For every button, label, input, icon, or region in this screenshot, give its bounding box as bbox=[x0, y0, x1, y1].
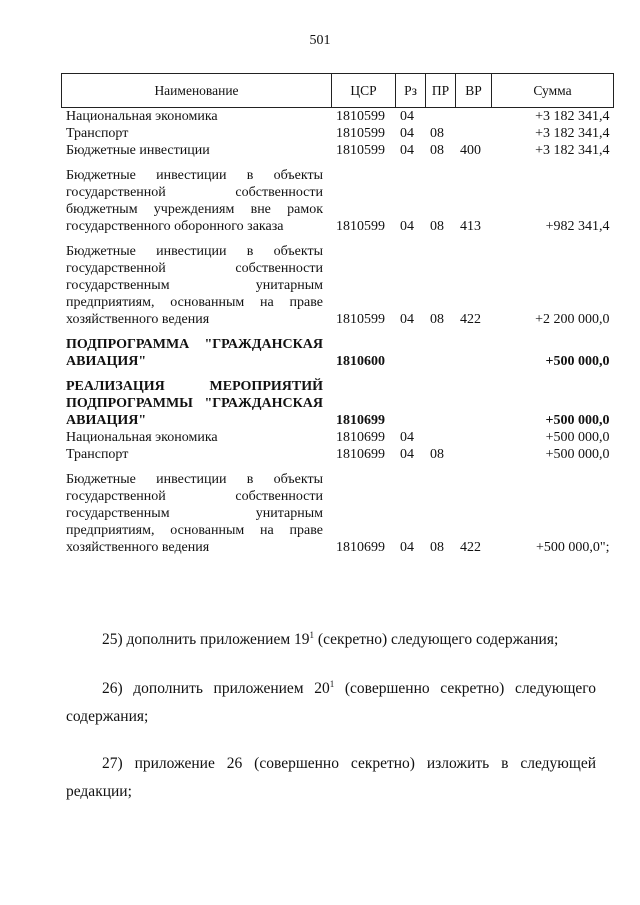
cell-csr: 1810599 bbox=[336, 312, 385, 327]
paragraph-25-text: 25) дополнить приложением 19 bbox=[102, 631, 310, 648]
cell-pr: 08 bbox=[430, 143, 444, 158]
table-row bbox=[62, 370, 614, 429]
cell-rz bbox=[396, 370, 426, 429]
cell-name: Транспорт bbox=[66, 447, 129, 462]
cell-rz: 04 bbox=[400, 219, 414, 234]
header-pr: ПР bbox=[426, 74, 456, 108]
cell-vr bbox=[456, 328, 492, 370]
cell-name: ПОДПРОГРАММА "ГРАЖДАНСКАЯ АВИАЦИЯ" bbox=[66, 337, 323, 369]
cell-sum: +3 182 341,4 bbox=[535, 143, 610, 158]
cell-sum: +500 000,0 bbox=[545, 354, 610, 369]
cell-pr: 08 bbox=[430, 312, 444, 327]
cell-csr: 1810599 bbox=[336, 126, 385, 141]
cell-csr: 1810699 bbox=[336, 447, 385, 462]
cell-pr bbox=[426, 328, 456, 370]
table-row bbox=[62, 125, 614, 142]
paragraph-25-text-end: (секретно) следующего содержания; bbox=[314, 631, 559, 648]
cell-vr: 422 bbox=[460, 312, 481, 327]
cell-pr: 08 bbox=[430, 126, 444, 141]
cell-pr: 08 bbox=[430, 447, 444, 462]
table-row bbox=[62, 159, 614, 235]
cell-pr bbox=[426, 429, 456, 446]
cell-name: Бюджетные инвестиции в объекты государственной собственности бюджетным учреждениям вне рамок государственного оборонного заказа bbox=[66, 168, 323, 234]
cell-pr: 08 bbox=[430, 540, 444, 555]
table-header-row bbox=[62, 74, 614, 108]
header-rz: Рз bbox=[396, 74, 426, 108]
cell-vr bbox=[456, 108, 492, 126]
cell-csr: 1810699 bbox=[336, 430, 385, 445]
paragraph-26 bbox=[66, 675, 596, 731]
cell-vr bbox=[456, 446, 492, 463]
cell-rz: 04 bbox=[400, 126, 414, 141]
cell-csr: 1810699 bbox=[336, 540, 385, 555]
cell-vr bbox=[456, 370, 492, 429]
cell-name: РЕАЛИЗАЦИЯ МЕРОПРИЯТИЙ ПОДПРОГРАММЫ "ГРАЖДАНСКАЯ АВИАЦИЯ" bbox=[66, 379, 323, 428]
cell-sum: +500 000,0 bbox=[545, 447, 610, 462]
cell-sum: +500 000,0 bbox=[545, 413, 610, 428]
cell-vr bbox=[456, 125, 492, 142]
cell-csr: 1810599 bbox=[336, 219, 385, 234]
cell-csr: 1810699 bbox=[336, 413, 385, 428]
table-row bbox=[62, 463, 614, 556]
cell-rz: 04 bbox=[400, 143, 414, 158]
cell-rz: 04 bbox=[400, 540, 414, 555]
cell-name: Национальная экономика bbox=[66, 430, 218, 445]
table-body bbox=[62, 108, 614, 557]
cell-vr: 422 bbox=[460, 540, 481, 555]
cell-name: Бюджетные инвестиции в объекты государственной собственности государственным унитарным предприятиям, основанным на праве хозяйственного ведения bbox=[66, 472, 323, 555]
cell-csr: 1810599 bbox=[336, 143, 385, 158]
page-number: 501 bbox=[309, 33, 331, 48]
cell-sum: +2 200 000,0 bbox=[535, 312, 610, 327]
header-name: Наименование bbox=[62, 74, 332, 108]
cell-sum: +500 000,0 bbox=[545, 430, 610, 445]
table-row bbox=[62, 108, 614, 126]
table-row bbox=[62, 429, 614, 446]
header-csr: ЦСР bbox=[332, 74, 396, 108]
cell-name: Национальная экономика bbox=[66, 109, 218, 124]
header-vr: ВР bbox=[456, 74, 492, 108]
cell-vr bbox=[456, 429, 492, 446]
cell-rz: 04 bbox=[400, 447, 414, 462]
cell-vr: 400 bbox=[460, 143, 481, 158]
budget-table bbox=[61, 73, 614, 556]
cell-rz: 04 bbox=[400, 312, 414, 327]
cell-pr: 08 bbox=[430, 219, 444, 234]
cell-rz: 04 bbox=[400, 430, 414, 445]
paragraph-26-text: 26) дополнить приложением 20 bbox=[102, 680, 330, 697]
cell-csr: 1810600 bbox=[336, 354, 385, 369]
cell-rz bbox=[396, 328, 426, 370]
cell-sum: +3 182 341,4 bbox=[535, 126, 610, 141]
table-row bbox=[62, 235, 614, 328]
table-row bbox=[62, 142, 614, 159]
cell-sum: +500 000,0"; bbox=[536, 540, 610, 555]
paragraph-25-superscript: 1 bbox=[309, 629, 315, 640]
cell-rz: 04 bbox=[400, 109, 414, 124]
cell-pr bbox=[426, 108, 456, 126]
cell-pr bbox=[426, 370, 456, 429]
cell-vr: 413 bbox=[460, 219, 481, 234]
cell-name: Бюджетные инвестиции в объекты государственной собственности государственным унитарным предприятиям, основанным на праве хозяйственного ведения bbox=[66, 244, 323, 327]
cell-sum: +982 341,4 bbox=[545, 219, 610, 234]
cell-sum: +3 182 341,4 bbox=[535, 109, 610, 124]
header-sum: Сумма bbox=[492, 74, 614, 108]
paragraph-27-text: 27) приложение 26 (совершенно секретно) изложить в следующей редакции; bbox=[66, 755, 596, 800]
paragraph-25 bbox=[66, 626, 596, 654]
paragraph-26-text-end: (совершенно секретно) следующего содержания; bbox=[66, 680, 596, 725]
cell-csr: 1810599 bbox=[336, 109, 385, 124]
cell-name: Бюджетные инвестиции bbox=[66, 143, 210, 158]
paragraph-27 bbox=[66, 750, 596, 806]
table-row bbox=[62, 446, 614, 463]
cell-name: Транспорт bbox=[66, 126, 129, 141]
paragraph-26-superscript: 1 bbox=[329, 678, 335, 689]
table-row bbox=[62, 328, 614, 370]
